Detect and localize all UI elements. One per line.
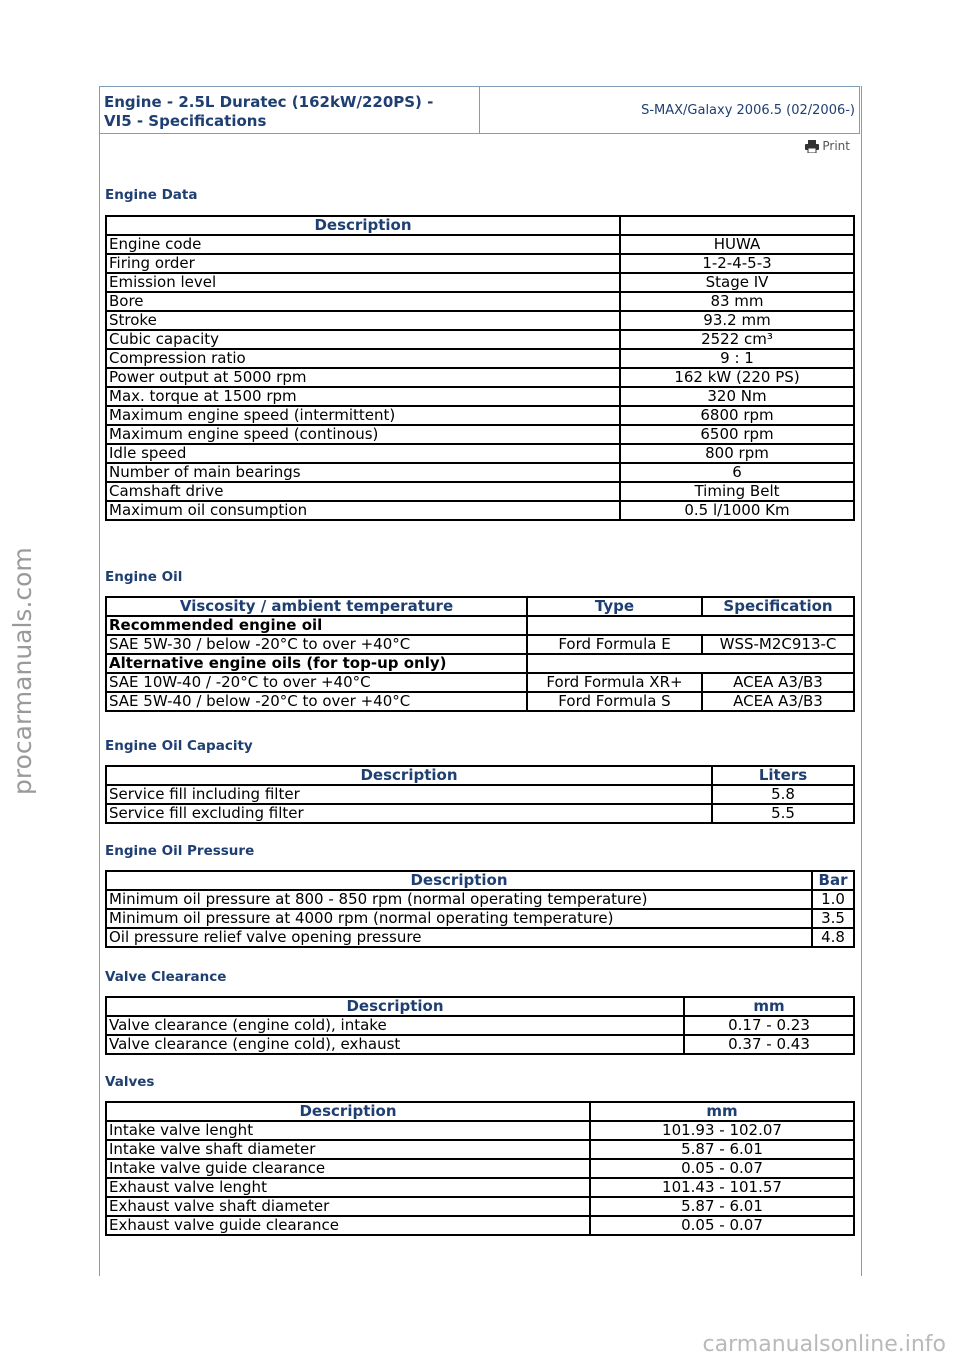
table-row bbox=[106, 235, 854, 254]
table-row bbox=[106, 425, 854, 444]
row-value: 6 bbox=[620, 463, 854, 482]
row-value: 5.5 bbox=[712, 804, 854, 823]
row-value: 101.43 - 101.57 bbox=[590, 1178, 854, 1197]
row-label: Bore bbox=[106, 292, 620, 311]
table-subheader-row bbox=[106, 654, 854, 673]
row-value: 0.37 - 0.43 bbox=[684, 1035, 854, 1054]
row-value: 3.5 bbox=[812, 909, 854, 928]
row-value: 1-2-4-5-3 bbox=[620, 254, 854, 273]
row-label: Emission level bbox=[106, 273, 620, 292]
row-value: 4.8 bbox=[812, 928, 854, 947]
print-label: Print bbox=[822, 139, 850, 153]
row-value: 162 kW (220 PS) bbox=[620, 368, 854, 387]
row-value: 320 Nm bbox=[620, 387, 854, 406]
table-row bbox=[106, 254, 854, 273]
oil-capacity-table bbox=[105, 765, 855, 824]
row-label: Service fill including filter bbox=[106, 785, 712, 804]
table-row bbox=[106, 501, 854, 520]
row-label: Number of main bearings bbox=[106, 463, 620, 482]
row-value: 5.8 bbox=[712, 785, 854, 804]
table-row bbox=[106, 1178, 854, 1197]
engine-oil-table bbox=[105, 596, 855, 712]
table-row bbox=[106, 349, 854, 368]
engine-data-table bbox=[105, 215, 855, 521]
table-row: SAE 5W-40 / below -20°C to over +40°C Ford Formula S ACEA A3/B3 bbox=[106, 692, 854, 711]
col-value bbox=[620, 216, 854, 235]
table-row: SAE 10W-40 / -20°C to over +40°C Ford Formula XR+ ACEA A3/B3 bbox=[106, 673, 854, 692]
row-label: Maximum oil consumption bbox=[106, 501, 620, 520]
row-label: Max. torque at 1500 rpm bbox=[106, 387, 620, 406]
table-row bbox=[106, 1140, 854, 1159]
row-value: 800 rpm bbox=[620, 444, 854, 463]
col-mm: mm bbox=[590, 1102, 854, 1121]
col-specification: Specification bbox=[702, 597, 854, 616]
table-row bbox=[106, 292, 854, 311]
row-label: Firing order bbox=[106, 254, 620, 273]
table-row bbox=[106, 804, 854, 823]
row-label: Stroke bbox=[106, 311, 620, 330]
row-value: 9 : 1 bbox=[620, 349, 854, 368]
print-button[interactable] bbox=[805, 139, 850, 153]
row-label: Valve clearance (engine cold), exhaust bbox=[106, 1035, 684, 1054]
row-label: Exhaust valve lenght bbox=[106, 1178, 590, 1197]
valves-title: Valves bbox=[105, 1074, 155, 1090]
row-label: Cubic capacity bbox=[106, 330, 620, 349]
col-description: Description bbox=[106, 997, 684, 1016]
oil-capacity-title: Engine Oil Capacity bbox=[105, 738, 253, 754]
table-row bbox=[106, 330, 854, 349]
row-value: 1.0 bbox=[812, 890, 854, 909]
table-row bbox=[106, 311, 854, 330]
row-value: Timing Belt bbox=[620, 482, 854, 501]
col-description: Description bbox=[106, 1102, 590, 1121]
row-value: 83 mm bbox=[620, 292, 854, 311]
title-line-1: Engine - 2.5L Duratec (162kW/220PS) - bbox=[104, 93, 434, 111]
oil-pressure-title: Engine Oil Pressure bbox=[105, 843, 255, 859]
row-label: Idle speed bbox=[106, 444, 620, 463]
row-label: Valve clearance (engine cold), intake bbox=[106, 1016, 684, 1035]
row-value: 101.93 - 102.07 bbox=[590, 1121, 854, 1140]
valves-table bbox=[105, 1101, 855, 1236]
table-row bbox=[106, 1121, 854, 1140]
table-row bbox=[106, 406, 854, 425]
row-label: Minimum oil pressure at 800 - 850 rpm (normal operating temperature) bbox=[106, 890, 812, 909]
page-header bbox=[99, 86, 860, 134]
col-viscosity: Viscosity / ambient temperature bbox=[106, 597, 527, 616]
table-row bbox=[106, 463, 854, 482]
row-value: 0.17 - 0.23 bbox=[684, 1016, 854, 1035]
row-value: 6800 rpm bbox=[620, 406, 854, 425]
recommended-oil-label: Recommended engine oil bbox=[106, 616, 527, 635]
row-label: Intake valve shaft diameter bbox=[106, 1140, 590, 1159]
table-row bbox=[106, 444, 854, 463]
table-header-row bbox=[106, 216, 854, 235]
model-label: S-MAX/Galaxy 2006.5 (02/2006-) bbox=[641, 103, 855, 118]
row-label: Oil pressure relief valve opening pressure bbox=[106, 928, 812, 947]
row-label: Power output at 5000 rpm bbox=[106, 368, 620, 387]
col-description: Description bbox=[106, 871, 812, 890]
row-value: 0.05 - 0.07 bbox=[590, 1216, 854, 1235]
row-value: 93.2 mm bbox=[620, 311, 854, 330]
row-label: Engine code bbox=[106, 235, 620, 254]
printer-icon bbox=[805, 140, 819, 153]
col-bar: Bar bbox=[812, 871, 854, 890]
row-value: 6500 rpm bbox=[620, 425, 854, 444]
table-row bbox=[106, 273, 854, 292]
row-label: Maximum engine speed (intermittent) bbox=[106, 406, 620, 425]
row-label: Maximum engine speed (continous) bbox=[106, 425, 620, 444]
row-value: 2522 cm³ bbox=[620, 330, 854, 349]
page-title bbox=[100, 87, 480, 133]
table-subheader-row bbox=[106, 616, 854, 635]
row-value: Stage IV bbox=[620, 273, 854, 292]
table-row bbox=[106, 890, 854, 909]
valve-clearance-title: Valve Clearance bbox=[105, 969, 227, 985]
col-description: Description bbox=[106, 766, 712, 785]
side-watermark: procarmanuals.com bbox=[8, 547, 37, 795]
table-row bbox=[106, 1216, 854, 1235]
row-label: Camshaft drive bbox=[106, 482, 620, 501]
oil-pressure-table bbox=[105, 870, 855, 948]
row-label: Compression ratio bbox=[106, 349, 620, 368]
table-row bbox=[106, 1159, 854, 1178]
engine-data-title: Engine Data bbox=[105, 187, 198, 203]
col-liters: Liters bbox=[712, 766, 854, 785]
row-label: Intake valve guide clearance bbox=[106, 1159, 590, 1178]
table-row bbox=[106, 909, 854, 928]
row-value: 5.87 - 6.01 bbox=[590, 1140, 854, 1159]
row-value: 0.05 - 0.07 bbox=[590, 1159, 854, 1178]
table-row bbox=[106, 368, 854, 387]
table-row: SAE 5W-30 / below -20°C to over +40°C Ford Formula E WSS-M2C913-C bbox=[106, 635, 854, 654]
table-row bbox=[106, 482, 854, 501]
row-label: Intake valve lenght bbox=[106, 1121, 590, 1140]
table-header-row bbox=[106, 871, 854, 890]
row-label: Exhaust valve shaft diameter bbox=[106, 1197, 590, 1216]
row-label: Service fill excluding filter bbox=[106, 804, 712, 823]
alternative-oil-label: Alternative engine oils (for top-up only) bbox=[106, 654, 527, 673]
valve-clearance-table bbox=[105, 996, 855, 1055]
table-row bbox=[106, 928, 854, 947]
table-row bbox=[106, 1016, 854, 1035]
table-row bbox=[106, 1197, 854, 1216]
table-header-row bbox=[106, 766, 854, 785]
table-row bbox=[106, 785, 854, 804]
table-header-row bbox=[106, 1102, 854, 1121]
title-line-2: VI5 - Specifications bbox=[104, 112, 267, 130]
row-value: HUWA bbox=[620, 235, 854, 254]
row-value: 5.87 - 6.01 bbox=[590, 1197, 854, 1216]
table-header-row bbox=[106, 997, 854, 1016]
row-label: Minimum oil pressure at 4000 rpm (normal operating temperature) bbox=[106, 909, 812, 928]
col-type: Type bbox=[527, 597, 702, 616]
table-row bbox=[106, 1035, 854, 1054]
table-header-row bbox=[106, 597, 854, 616]
row-value: 0.5 l/1000 Km bbox=[620, 501, 854, 520]
table-row bbox=[106, 387, 854, 406]
bottom-watermark: carmanualsonline.info bbox=[702, 1332, 946, 1357]
engine-oil-title: Engine Oil bbox=[105, 569, 183, 585]
col-description: Description bbox=[106, 216, 620, 235]
col-mm: mm bbox=[684, 997, 854, 1016]
row-label: Exhaust valve guide clearance bbox=[106, 1216, 590, 1235]
